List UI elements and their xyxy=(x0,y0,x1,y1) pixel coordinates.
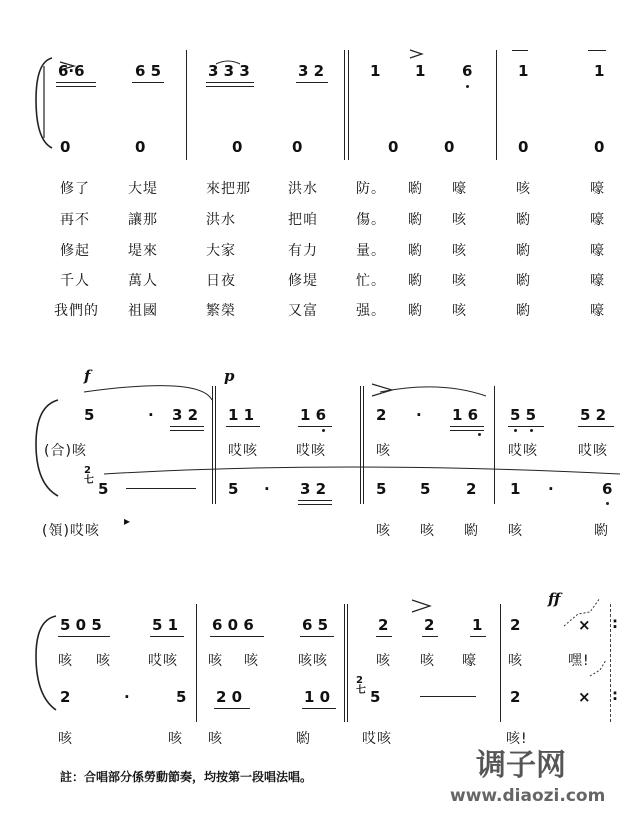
lyric: 再不 xyxy=(60,212,90,228)
note: 5 xyxy=(370,688,381,706)
x-note: × xyxy=(578,616,591,634)
lyric: 咳 xyxy=(452,212,467,228)
lyric: 咳 xyxy=(516,181,531,197)
lyric: 來把那 xyxy=(206,181,251,197)
lyric: 洪水 xyxy=(206,212,236,228)
watermark-brand: 调子网 xyxy=(476,748,566,783)
lyric: 喲 xyxy=(516,243,531,259)
lyric: 把咱 xyxy=(288,212,318,228)
lyric: 哎咳 xyxy=(296,443,326,459)
note: 6 xyxy=(602,480,613,498)
underline xyxy=(302,708,336,709)
note: 3 2 xyxy=(172,406,199,424)
lyric: 咳 xyxy=(452,303,467,319)
note: 6 0 6 xyxy=(212,616,254,634)
lyric: 傷。 xyxy=(356,212,386,228)
note: 2 xyxy=(424,616,435,634)
lyric: 修起 xyxy=(60,243,90,259)
rest: 0 xyxy=(388,138,399,156)
note: 5 xyxy=(228,480,239,498)
rest: 0 xyxy=(594,138,605,156)
note: 1 xyxy=(472,616,483,634)
note: 1 1 xyxy=(228,406,255,424)
lyric: 有力 xyxy=(288,243,318,259)
note: 5 xyxy=(98,480,109,498)
note: 5 xyxy=(84,406,95,424)
underline xyxy=(150,636,184,637)
note: 3 2 xyxy=(300,480,327,498)
underline xyxy=(58,636,110,637)
lyric: 日夜 xyxy=(206,273,236,289)
note: 5 1 xyxy=(152,616,179,634)
note: 2 xyxy=(378,616,389,634)
footnote: 註：合唱部分係勞動節奏，均按第一段唱法唱。 xyxy=(60,770,313,784)
lyric: 繁榮 xyxy=(206,303,236,319)
lyric: 咳 xyxy=(452,243,467,259)
lyric: 嚎 xyxy=(590,303,605,319)
note: 2 xyxy=(510,688,521,706)
note: 6 5 xyxy=(135,62,162,80)
lyric: 嚎 xyxy=(590,212,605,228)
note: 6 5 xyxy=(302,616,329,634)
lyric: 哎咳 xyxy=(578,443,608,459)
note: 2 xyxy=(376,406,387,424)
lyric: 喲 xyxy=(408,273,423,289)
lyric: 咳 xyxy=(508,523,523,539)
barline xyxy=(196,604,197,722)
lyric: 嚎 xyxy=(590,181,605,197)
note: 2 xyxy=(466,480,477,498)
lyric: 咳 xyxy=(508,653,523,669)
note: 5 0 5 xyxy=(60,616,102,634)
lyric: 咳 xyxy=(168,731,183,747)
lyric: 喲 xyxy=(516,303,531,319)
lyric: 嚎 xyxy=(590,243,605,259)
note: 1 xyxy=(518,62,529,80)
solo-label: (領)哎咳 xyxy=(42,523,100,539)
repeat-sign: : xyxy=(612,686,618,704)
underline xyxy=(300,636,334,637)
note: 5 5 xyxy=(510,406,537,424)
breath-mark: ▸ xyxy=(124,514,131,528)
lyric: 咳 xyxy=(58,653,73,669)
underline xyxy=(376,636,392,637)
note: 2 0 xyxy=(216,688,243,706)
hold-line xyxy=(420,696,476,697)
rest: 0 xyxy=(518,138,529,156)
lyric: 喲 xyxy=(516,212,531,228)
lyric: 咳 xyxy=(376,653,391,669)
lyric: 量。 xyxy=(356,243,386,259)
note: · xyxy=(148,406,154,424)
lyric: 嚎 xyxy=(590,273,605,289)
lyric: 咳 xyxy=(376,523,391,539)
barline xyxy=(344,604,345,722)
note: 5 xyxy=(176,688,187,706)
lyric: 咳咳 xyxy=(298,653,328,669)
lyric: 喲 xyxy=(408,181,423,197)
lyric: 大堤 xyxy=(128,181,158,197)
note: 3 2 xyxy=(298,62,325,80)
note: 1 xyxy=(415,62,426,80)
lyric: 强。 xyxy=(356,303,386,319)
note: · xyxy=(548,480,554,498)
lyric: 喲 xyxy=(594,523,609,539)
lyric: 嚎 xyxy=(452,181,467,197)
lyric: 喲 xyxy=(408,243,423,259)
lyric: 修堤 xyxy=(288,273,318,289)
note: · xyxy=(124,688,130,706)
note: 5 xyxy=(376,480,387,498)
rest: 0 xyxy=(135,138,146,156)
meter-mark: 2 七 xyxy=(84,465,94,486)
lyric: 咳 xyxy=(208,731,223,747)
underline xyxy=(422,636,438,637)
rest: 0 xyxy=(232,138,243,156)
lyric: 堤來 xyxy=(128,243,158,259)
lyric: 哎咳 xyxy=(148,653,178,669)
note: 2 xyxy=(60,688,71,706)
note: 1 xyxy=(370,62,381,80)
lyric: 千人 xyxy=(60,273,90,289)
lyric: 咳 xyxy=(420,523,435,539)
note: · xyxy=(416,406,422,424)
note: 5 2 xyxy=(580,406,607,424)
lyric: 防。 xyxy=(356,181,386,197)
lyric: 哎咳 xyxy=(362,731,392,747)
note: 3 3 3 xyxy=(208,62,250,80)
note: 5 xyxy=(420,480,431,498)
lyric: 喲 xyxy=(408,303,423,319)
dynamic-marking: ff xyxy=(548,590,561,608)
lyric: 哎咳 xyxy=(508,443,538,459)
lyric: 咳! xyxy=(506,731,528,747)
lyric: (合)咳 xyxy=(44,443,87,459)
lyric: 咳 xyxy=(58,731,73,747)
lyric: 又富 xyxy=(288,303,318,319)
lyric: 嘿! xyxy=(568,653,590,669)
lyric: 咳 xyxy=(244,653,259,669)
underline xyxy=(470,636,486,637)
note: 6·6 xyxy=(58,62,85,80)
watermark-url: www.diaozi.com xyxy=(450,786,606,806)
note: 1 xyxy=(510,480,521,498)
lyric: 嚎 xyxy=(462,653,477,669)
lyric: 喲 xyxy=(516,273,531,289)
rest: 0 xyxy=(292,138,303,156)
x-note: × xyxy=(578,688,591,706)
lyric: 喲 xyxy=(464,523,479,539)
lyric: 大家 xyxy=(206,243,236,259)
note: 1 6 xyxy=(452,406,479,424)
lyric: 咳 xyxy=(96,653,111,669)
lyric: 咳 xyxy=(452,273,467,289)
lyric: 哎咳 xyxy=(228,443,258,459)
note: 6 xyxy=(462,62,473,80)
note: · xyxy=(264,480,270,498)
lyric: 我們的 xyxy=(54,303,99,319)
repeat-sign: : xyxy=(612,614,618,632)
dynamic-marking: f xyxy=(84,367,91,385)
meter-mark: 2 七 xyxy=(356,675,366,696)
note: 1 0 xyxy=(304,688,331,706)
note: 2 xyxy=(510,616,521,634)
lyric: 喲 xyxy=(408,212,423,228)
lyric: 修了 xyxy=(60,181,90,197)
note: 1 xyxy=(594,62,605,80)
lyric: 讓那 xyxy=(128,212,158,228)
rest: 0 xyxy=(60,138,71,156)
lyric: 咳 xyxy=(420,653,435,669)
rest: 0 xyxy=(444,138,455,156)
barline xyxy=(500,604,501,722)
underline xyxy=(214,708,250,709)
lyric: 忙。 xyxy=(356,273,386,289)
lyric: 咳 xyxy=(208,653,223,669)
lyric: 祖國 xyxy=(128,303,158,319)
lyric: 喲 xyxy=(296,731,311,747)
lyric: 洪水 xyxy=(288,181,318,197)
underline xyxy=(210,636,264,637)
note: 1 6 xyxy=(300,406,327,424)
lyric: 咳 xyxy=(376,443,391,459)
barline xyxy=(610,604,611,722)
lyric: 萬人 xyxy=(128,273,158,289)
dynamic-marking: p xyxy=(224,367,235,385)
barline xyxy=(347,604,348,722)
